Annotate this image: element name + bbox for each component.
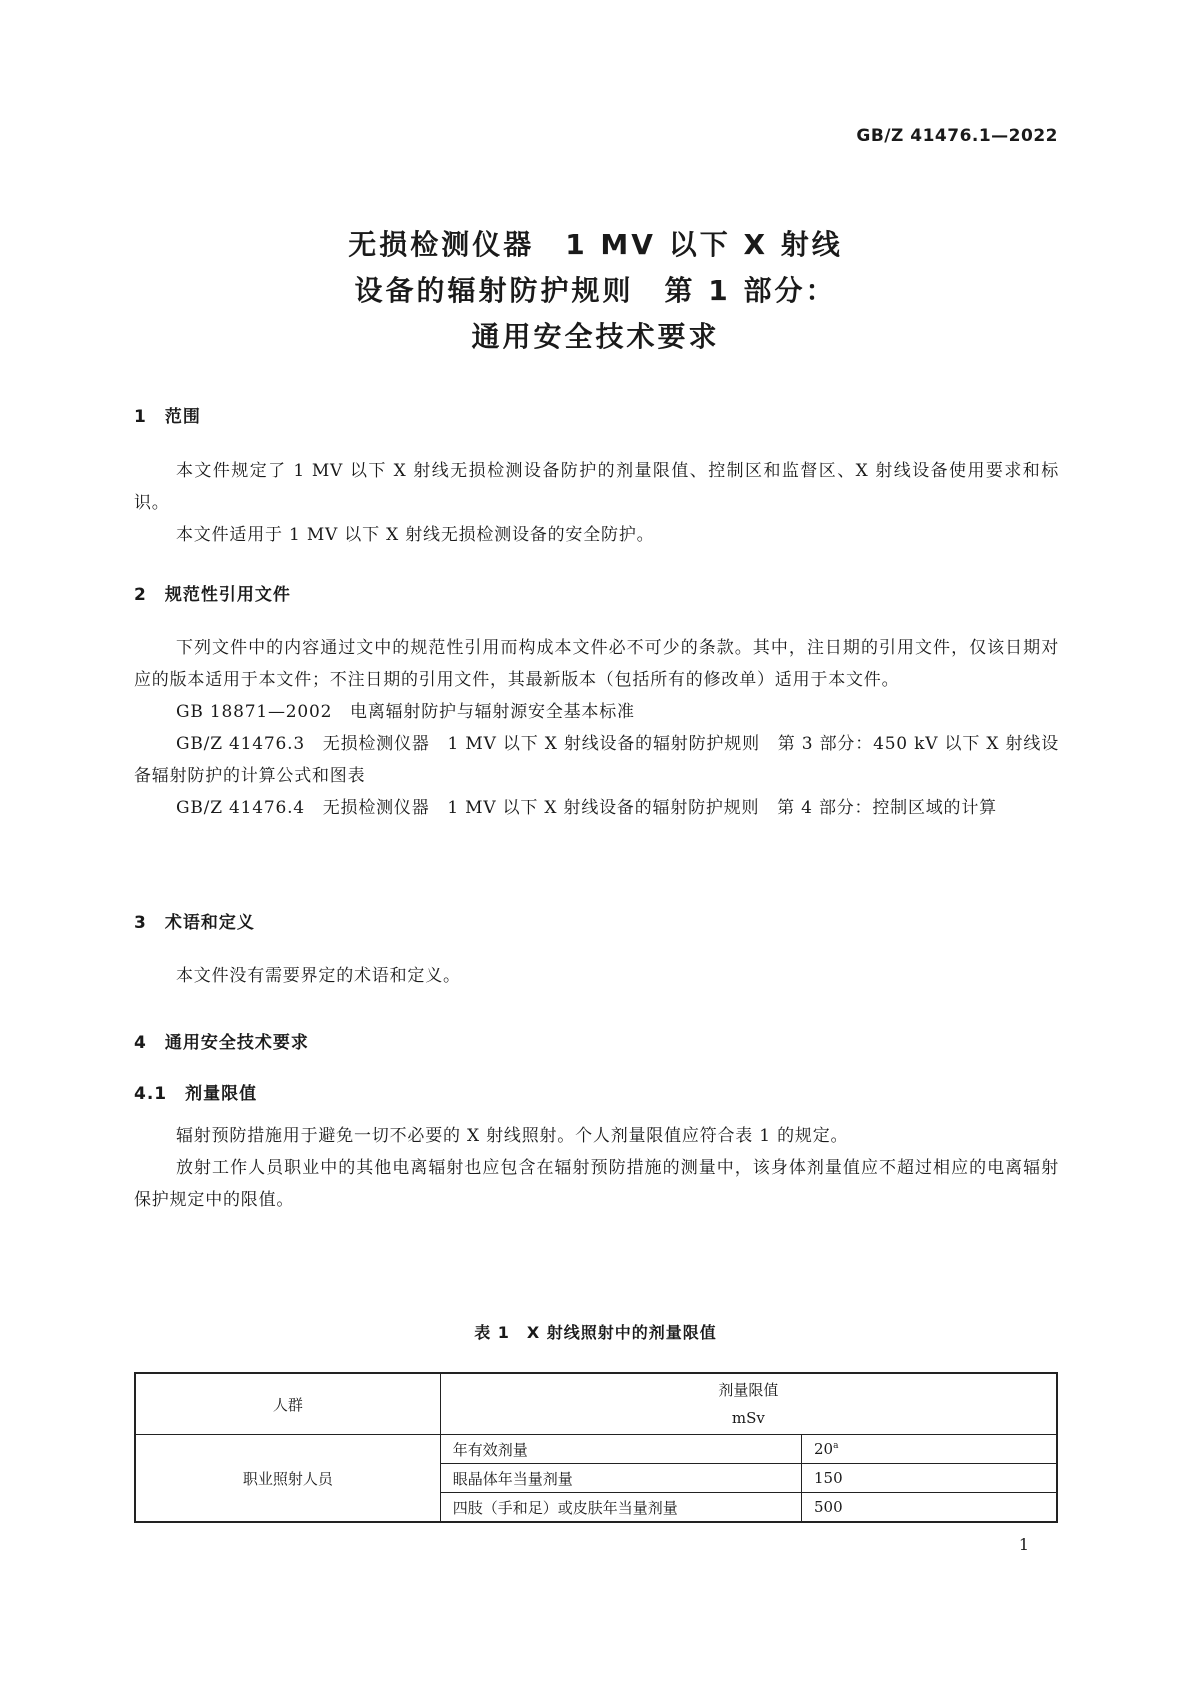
title-line-1: 无损检测仪器 1 MV 以下 X 射线 — [348, 228, 843, 261]
section-4-heading: 4 通用安全技术要求 — [134, 1033, 309, 1053]
paragraph: 本文件没有需要界定的术语和定义。 — [176, 966, 461, 986]
dose-value-text: 20 — [814, 1440, 834, 1458]
paragraph: 下列文件中的内容通过文中的规范性引用而构成本文件必不可少的条款。其中，注日期的引用文件，仅该日期对应的版本适用于本文件；不注日期的引用文件，其最新版本（包括所有的修改单）适用于本文件。 — [134, 638, 1059, 690]
table-row — [135, 1435, 1057, 1464]
header-limit-label: 剂量限值 — [718, 1381, 779, 1399]
header-limit-unit: mSv — [731, 1409, 765, 1427]
section-1-body — [134, 455, 1059, 551]
dose-value: 150 — [802, 1464, 1058, 1493]
footnote-mark: a — [833, 1441, 839, 1451]
section-3-heading: 3 术语和定义 — [134, 913, 255, 933]
title-line-2: 设备的辐射防护规则 第 1 部分： — [354, 274, 837, 307]
page-number: 1 — [1018, 1535, 1029, 1554]
dose-item: 眼晶体年当量剂量 — [440, 1464, 801, 1493]
title-line-3: 通用安全技术要求 — [471, 320, 720, 353]
document-title — [0, 222, 1191, 360]
standard-number: GB/Z 41476.1—2022 — [856, 126, 1058, 146]
paragraph: 本文件规定了 1 MV 以下 X 射线无损检测设备防护的剂量限值、控制区和监督区、X 射线设备使用要求和标识。 — [134, 461, 1059, 513]
dose-value — [802, 1435, 1058, 1464]
header-limit — [440, 1373, 1057, 1435]
section-3-body — [134, 960, 1059, 992]
section-2-body — [134, 632, 1059, 824]
reference-item: GB 18871—2002 电离辐射防护与辐射源安全基本标准 — [176, 702, 635, 722]
reference-item: GB/Z 41476.3 无损检测仪器 1 MV 以下 X 射线设备的辐射防护规则 第 3 部分：450 kV 以下 X 射线设备辐射防护的计算公式和图表 — [134, 734, 1059, 786]
header-group: 人群 — [135, 1373, 440, 1435]
dose-item: 四肢（手和足）或皮肤年当量剂量 — [440, 1493, 801, 1523]
section-1-heading: 1 范围 — [134, 407, 201, 427]
group-name: 职业照射人员 — [135, 1435, 440, 1523]
section-2-heading: 2 规范性引用文件 — [134, 585, 291, 605]
reference-item: GB/Z 41476.4 无损检测仪器 1 MV 以下 X 射线设备的辐射防护规则 第 4 部分：控制区域的计算 — [176, 798, 997, 818]
paragraph: 辐射预防措施用于避免一切不必要的 X 射线照射。个人剂量限值应符合表 1 的规定。 — [176, 1126, 849, 1146]
table-header-row — [135, 1373, 1057, 1435]
dose-value: 500 — [802, 1493, 1058, 1523]
paragraph: 本文件适用于 1 MV 以下 X 射线无损检测设备的安全防护。 — [176, 525, 655, 545]
section-4-1-body — [134, 1120, 1059, 1216]
table-caption: 表 1 X 射线照射中的剂量限值 — [474, 1323, 717, 1342]
section-4-1-heading: 4.1 剂量限值 — [134, 1084, 258, 1104]
dose-item: 年有效剂量 — [440, 1435, 801, 1464]
paragraph: 放射工作人员职业中的其他电离辐射也应包含在辐射预防措施的测量中，该身体剂量值应不超过相应的电离辐射保护规定中的限值。 — [134, 1158, 1059, 1210]
dose-limit-table — [134, 1372, 1058, 1523]
